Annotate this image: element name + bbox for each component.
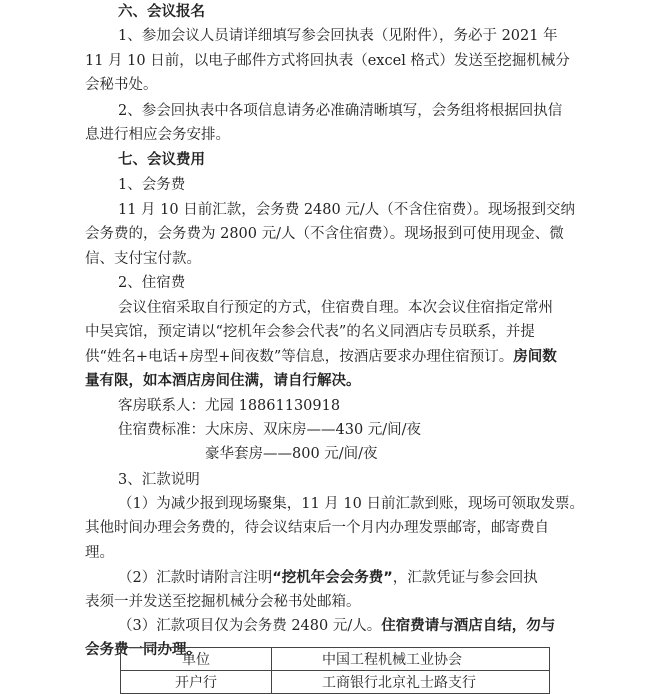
fee-line3: 信、支付宝付款。 xyxy=(85,251,201,267)
section7-heading: 七、会议费用 xyxy=(118,152,205,168)
table-key-cell: 开户行 xyxy=(121,671,272,694)
remit-n3-line2: 会务费一同办理。 xyxy=(85,642,201,658)
fee-title: 1、会务费 xyxy=(118,177,186,193)
lodging-line3 xyxy=(85,347,557,367)
table-key-cell: 单位 xyxy=(121,648,272,671)
remit-n1-line3: 理。 xyxy=(85,545,114,561)
remit-n2-post: ，汇款凭证与参会回执 xyxy=(392,570,538,586)
table-row xyxy=(121,671,550,694)
remit-n2-pre: （2）汇款时请附言注明 xyxy=(118,570,273,586)
table-row xyxy=(121,648,550,671)
lodging-line2: 中吴宾馆，预定请以“挖机年会参会代表”的名义同酒店专员联系，并提 xyxy=(85,324,535,340)
lodging-rate-standard: 住宿费标准：大床房、双床房——430 元/间/夜 xyxy=(118,422,422,438)
remit-n3-pre: （3）汇款项目仅为会务费 2480 元/人。 xyxy=(118,618,382,634)
s6-p2-line2: 息进行相应会务安排。 xyxy=(85,127,230,143)
lodging-contact: 客房联系人：尤园 18861130918 xyxy=(118,398,341,414)
fee-line1: 11 月 10 日前汇款，会务费 2480 元/人（不含住宿费）。现场报到交纳 xyxy=(118,202,575,218)
s6-p1-line1: 1、参加会议人员请详细填写参会回执表（见附件），务必于 2021 年 xyxy=(118,28,558,44)
remit-n2-line1 xyxy=(118,568,538,588)
table-value-cell: 中国工程机械工业协会 xyxy=(272,648,550,671)
section6-heading: 六、会议报名 xyxy=(118,4,205,20)
lodging-bold-line: 量有限，如本酒店房间住满，请自行解决。 xyxy=(85,373,361,389)
remit-n1-line2: 其他时间办理会务费的，待会议结束后一个月内办理发票邮寄，邮寄费自 xyxy=(85,520,549,536)
lodging-rate-suite: 豪华套房——800 元/间/夜 xyxy=(205,446,378,462)
s6-p2-line1: 2、参会回执表中各项信息请务必准确清晰填写，会务组将根据回执信 xyxy=(118,103,563,119)
lodging-line3-text: 供“姓名+电话+房型+间夜数”等信息，按酒店要求办理住宿预订。 xyxy=(85,349,514,365)
lodging-bold-tail: 房间数 xyxy=(513,349,557,365)
s6-p1-line2: 11 月 10 日前，以电子邮件方式将回执表（excel 格式）发送至挖掘机械分 xyxy=(85,53,570,69)
lodging-line1: 会议住宿采取自行预定的方式，住宿费自理。本次会议住宿指定常州 xyxy=(118,300,553,316)
table-value-cell: 工商银行北京礼士路支行 xyxy=(272,671,550,694)
remit-title: 3、汇款说明 xyxy=(118,472,200,488)
remit-n3-line1 xyxy=(118,616,555,636)
fee-line2: 会务费的，会务费为 2800 元/人（不含住宿费）。现场报到可使用现金、微 xyxy=(85,226,564,242)
remit-n2-line2: 表须一并发送至挖掘机械分会秘书处邮箱。 xyxy=(85,594,361,610)
bank-info-table xyxy=(120,647,550,694)
remit-n2-bold: “挖机年会会务费” xyxy=(272,570,393,586)
s6-p1-line3: 会秘书处。 xyxy=(85,77,158,93)
remit-n3-bold: 住宿费请与酒店自结，勿与 xyxy=(381,618,556,634)
lodging-title: 2、住宿费 xyxy=(118,275,186,291)
remit-n1-line1: （1）为减少报到现场聚集，11 月 10 日前汇款到账，现场可领取发票。 xyxy=(118,496,584,512)
